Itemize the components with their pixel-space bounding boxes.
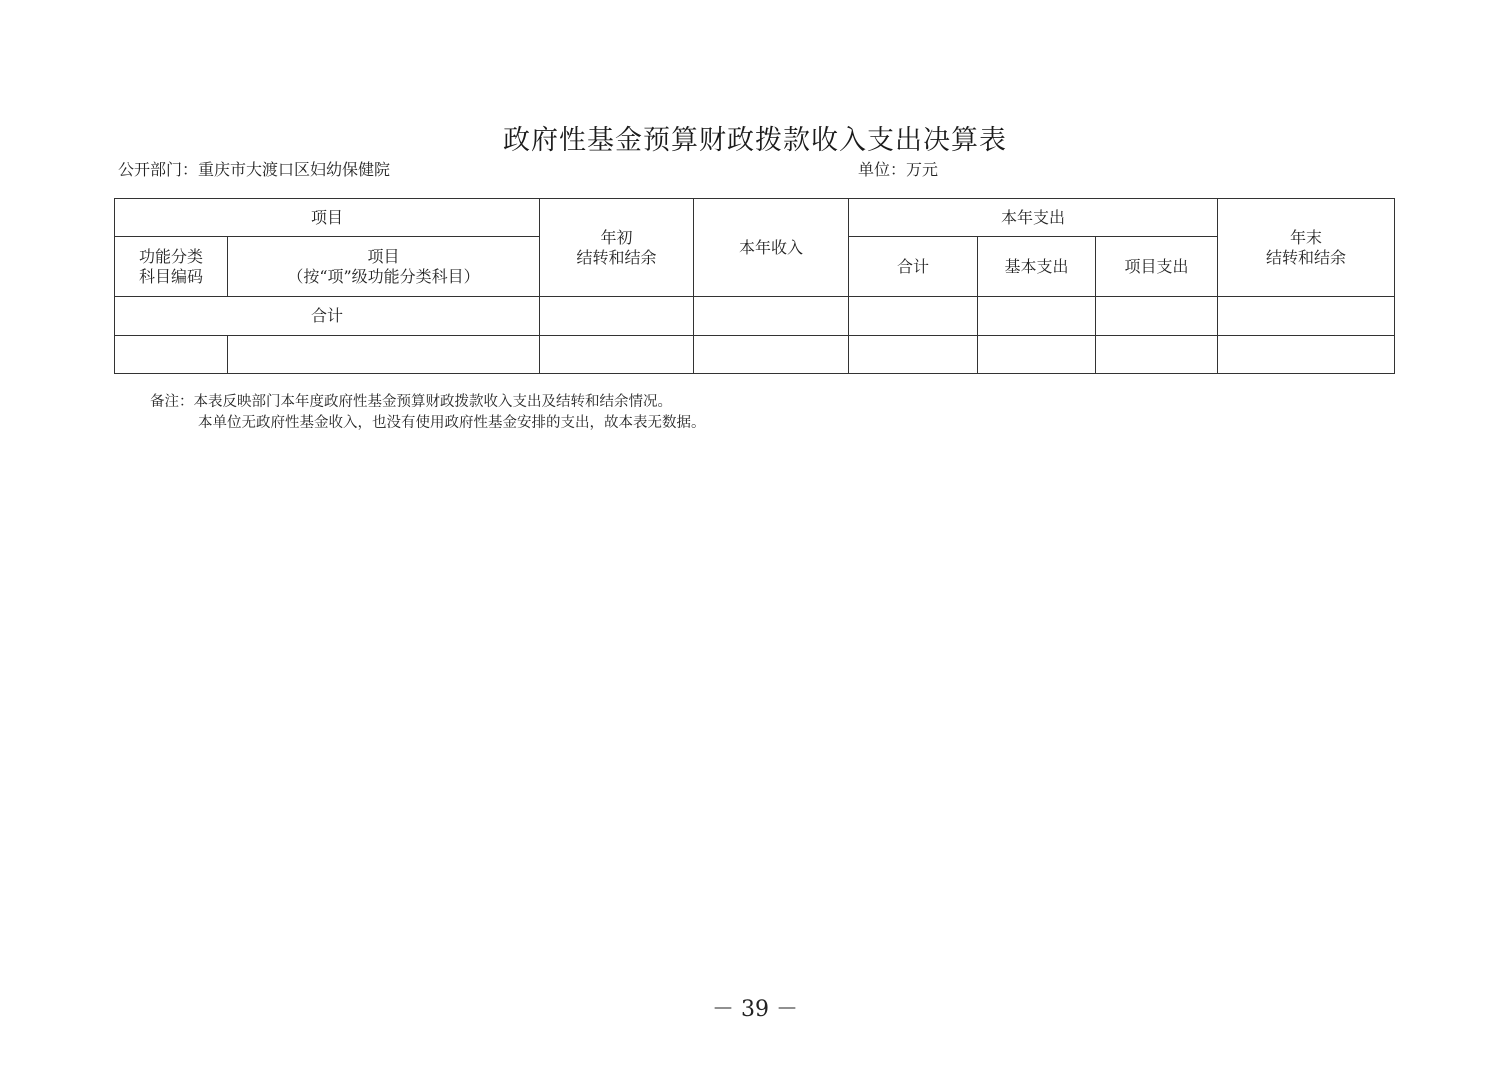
header-end-line2: 结转和结余 bbox=[1266, 247, 1347, 267]
header-end-line1: 年末 bbox=[1290, 227, 1323, 247]
header-expense-project: 项目支出 bbox=[1096, 237, 1218, 297]
total-income bbox=[694, 297, 849, 336]
note-line-1: 备注：本表反映部门本年度政府性基金预算财政拨款收入支出及结转和结余情况。 bbox=[150, 394, 672, 410]
header-code bbox=[115, 237, 228, 297]
fund-table bbox=[114, 198, 1395, 374]
page-title: 政府性基金预算财政拨款收入支出决算表 bbox=[503, 125, 1007, 156]
total-end bbox=[1218, 297, 1395, 336]
header-end-balance bbox=[1218, 199, 1395, 297]
table-row bbox=[115, 336, 1395, 374]
header-expense: 本年支出 bbox=[849, 199, 1218, 237]
row-code bbox=[115, 336, 228, 374]
row-expense-total bbox=[849, 336, 978, 374]
total-row bbox=[115, 297, 1395, 336]
row-expense-project bbox=[1096, 336, 1218, 374]
header-code-line2: 科目编码 bbox=[138, 266, 203, 286]
header-row-1 bbox=[115, 199, 1395, 237]
header-code-line1: 功能分类 bbox=[138, 246, 203, 266]
note-line-2: 本单位无政府性基金收入，也没有使用政府性基金安排的支出，故本表无数据。 bbox=[198, 415, 706, 431]
total-begin bbox=[540, 297, 694, 336]
header-item-line1: 项目 bbox=[367, 246, 400, 266]
header-item-line2: （按“项”级功能分类科目） bbox=[287, 266, 480, 286]
department-label: 公开部门：重庆市大渡口区妇幼保健院 bbox=[118, 160, 391, 179]
header-begin-line2: 结转和结余 bbox=[576, 247, 657, 267]
header-expense-total: 合计 bbox=[849, 237, 978, 297]
row-income bbox=[694, 336, 849, 374]
unit-label: 单位：万元 bbox=[858, 160, 939, 179]
header-begin-balance bbox=[540, 199, 694, 297]
row-expense-basic bbox=[978, 336, 1096, 374]
row-end bbox=[1218, 336, 1395, 374]
header-item bbox=[228, 237, 540, 297]
row-item bbox=[228, 336, 540, 374]
total-expense-total bbox=[849, 297, 978, 336]
note bbox=[150, 392, 706, 434]
header-project: 项目 bbox=[115, 199, 540, 237]
header-expense-basic: 基本支出 bbox=[978, 237, 1096, 297]
header-income: 本年收入 bbox=[694, 199, 849, 297]
total-label: 合计 bbox=[115, 297, 540, 336]
page-number: － 39 － bbox=[712, 997, 798, 1022]
total-expense-project bbox=[1096, 297, 1218, 336]
header-begin-line1: 年初 bbox=[600, 227, 633, 247]
row-begin bbox=[540, 336, 694, 374]
total-expense-basic bbox=[978, 297, 1096, 336]
